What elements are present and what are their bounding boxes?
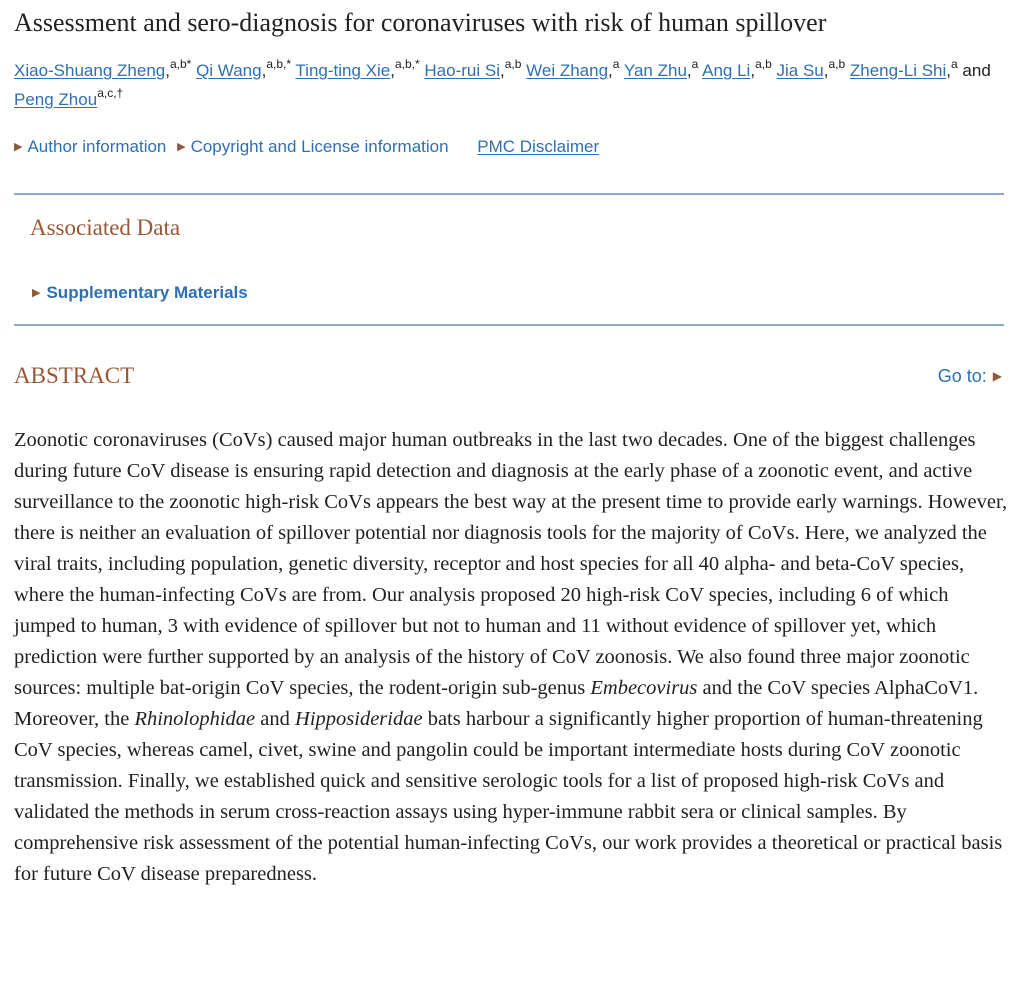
author-affiliation: a [951,57,958,72]
abstract-text [14,425,1010,890]
associated-data-heading: Associated Data [30,215,181,240]
author-link[interactable]: Peng Zhou [14,90,98,109]
author-information-label: Author information [27,137,167,156]
triangle-right-icon: ▶ [177,141,186,153]
author-link[interactable]: Hao-rui Si [424,61,500,80]
abstract-italic-term: Rhinolophidae [134,708,256,730]
author-affiliation: a [612,57,620,72]
meta-links [14,134,599,160]
triangle-right-icon: ▶ [14,141,23,153]
author-link[interactable]: Ting-ting Xie [295,61,391,80]
author-link[interactable]: Xiao-Shuang Zheng [14,61,166,80]
section-divider [14,324,1004,326]
copyright-license-toggle[interactable] [177,137,448,156]
author-link[interactable]: Ang Li [702,61,751,80]
triangle-right-icon: ▶ [32,287,41,299]
author-affiliation: a,b* [169,57,192,72]
author-affiliation: a [691,57,699,72]
author-affiliation: a,b [828,57,846,72]
abstract-segment: and [255,708,296,730]
article-title: Assessment and sero-diagnosis for coronaviruses with risk of human spillover [14,8,827,37]
author-affiliation: a,b,* [394,57,420,72]
triangle-right-icon: ▶ [992,369,1002,383]
author-list: Xiao-Shuang Zheng,$^{a,b*}$ Qi Wang,$^{a,b,*}$ Ting-ting Xie,$^{a,b,*}$ Hao-rui Si,$^{a,b}$ Wei Zhang,$^a$ Yan Zhu,$^a$ Ang Li,$^{a,b}$ Jia Su,$^{a,b}$ Zheng-Li Shi,$^a$ and Peng Zhou$^{a,c,\dagger}$ [14,57,991,109]
abstract-italic-term: Hipposideridae [295,708,423,730]
author-affiliation: a,b [504,57,522,72]
copyright-license-label: Copyright and License information [190,137,449,156]
author-link[interactable]: Yan Zhu [623,61,687,80]
pmc-disclaimer-link[interactable]: PMC Disclaimer [477,137,600,156]
section-divider [14,193,1004,195]
author-affiliation: a,c,† [97,86,124,101]
goto-label: Go to: [937,366,987,386]
author-information-toggle[interactable] [14,137,166,156]
abstract-segment: Zoonotic coronaviruses (CoVs) caused major human outbreaks in the last two decades. One of the biggest challenges during future CoV disease is ensuring rapid detection and diagnosis at the early phase of a zoonotic event, and active surveillance to the zoonotic high-risk CoVs appears the best way at the present time to provide early warnings. However, there is neither an evaluation of spillover potential nor diagnosis tools for the majority of CoVs. Here, we analyzed the viral traits, including population, genetic diversity, receptor and host species for all 40 alpha- and beta-CoV species, where the human-infecting CoVs are from. Our analysis proposed 20 high-risk CoV species, including 6 of which jumped to human, 3 with evidence of spillover but not to human and 11 without evidence of spillover yet, which prediction were further supported by an analysis of the history of CoV zoonosis. We also found three major zoonotic sources: multiple bat-origin CoV species, the rodent-origin sub-genus [14,429,1008,699]
author-affiliation: a,b [755,57,772,72]
supplementary-materials-toggle[interactable] [32,281,248,305]
supplementary-materials-label: Supplementary Materials [46,283,248,302]
goto-link[interactable] [938,363,1002,389]
abstract-segment: bats harbour a significantly higher proportion of human-threatening CoV species, whereas camel, civet, swine and pangolin could be important intermediate hosts during CoV zoonotic transmission. Finally, we established quick and sensitive serologic tools for a list of proposed high-risk CoVs and validated the methods in serum cross-reaction assays using hyper-immune rabbit sera or clinical samples. By comprehensive risk assessment of the potential human-infecting CoVs, our work provides a theoretical or practical basis for future CoV disease preparedness. [14,708,1003,885]
author-link[interactable]: Zheng-Li Shi [849,61,947,80]
abstract-italic-term: Embecovirus [590,677,698,699]
abstract-segment: and the CoV species AlphaCoV1. Moreover, the [14,677,979,730]
abstract-heading: ABSTRACT [14,363,135,388]
author-link[interactable]: Qi Wang [196,61,262,80]
author-affiliation: a,b,* [266,57,291,72]
author-link[interactable]: Wei Zhang [526,61,609,80]
author-link[interactable]: Jia Su [776,61,824,80]
